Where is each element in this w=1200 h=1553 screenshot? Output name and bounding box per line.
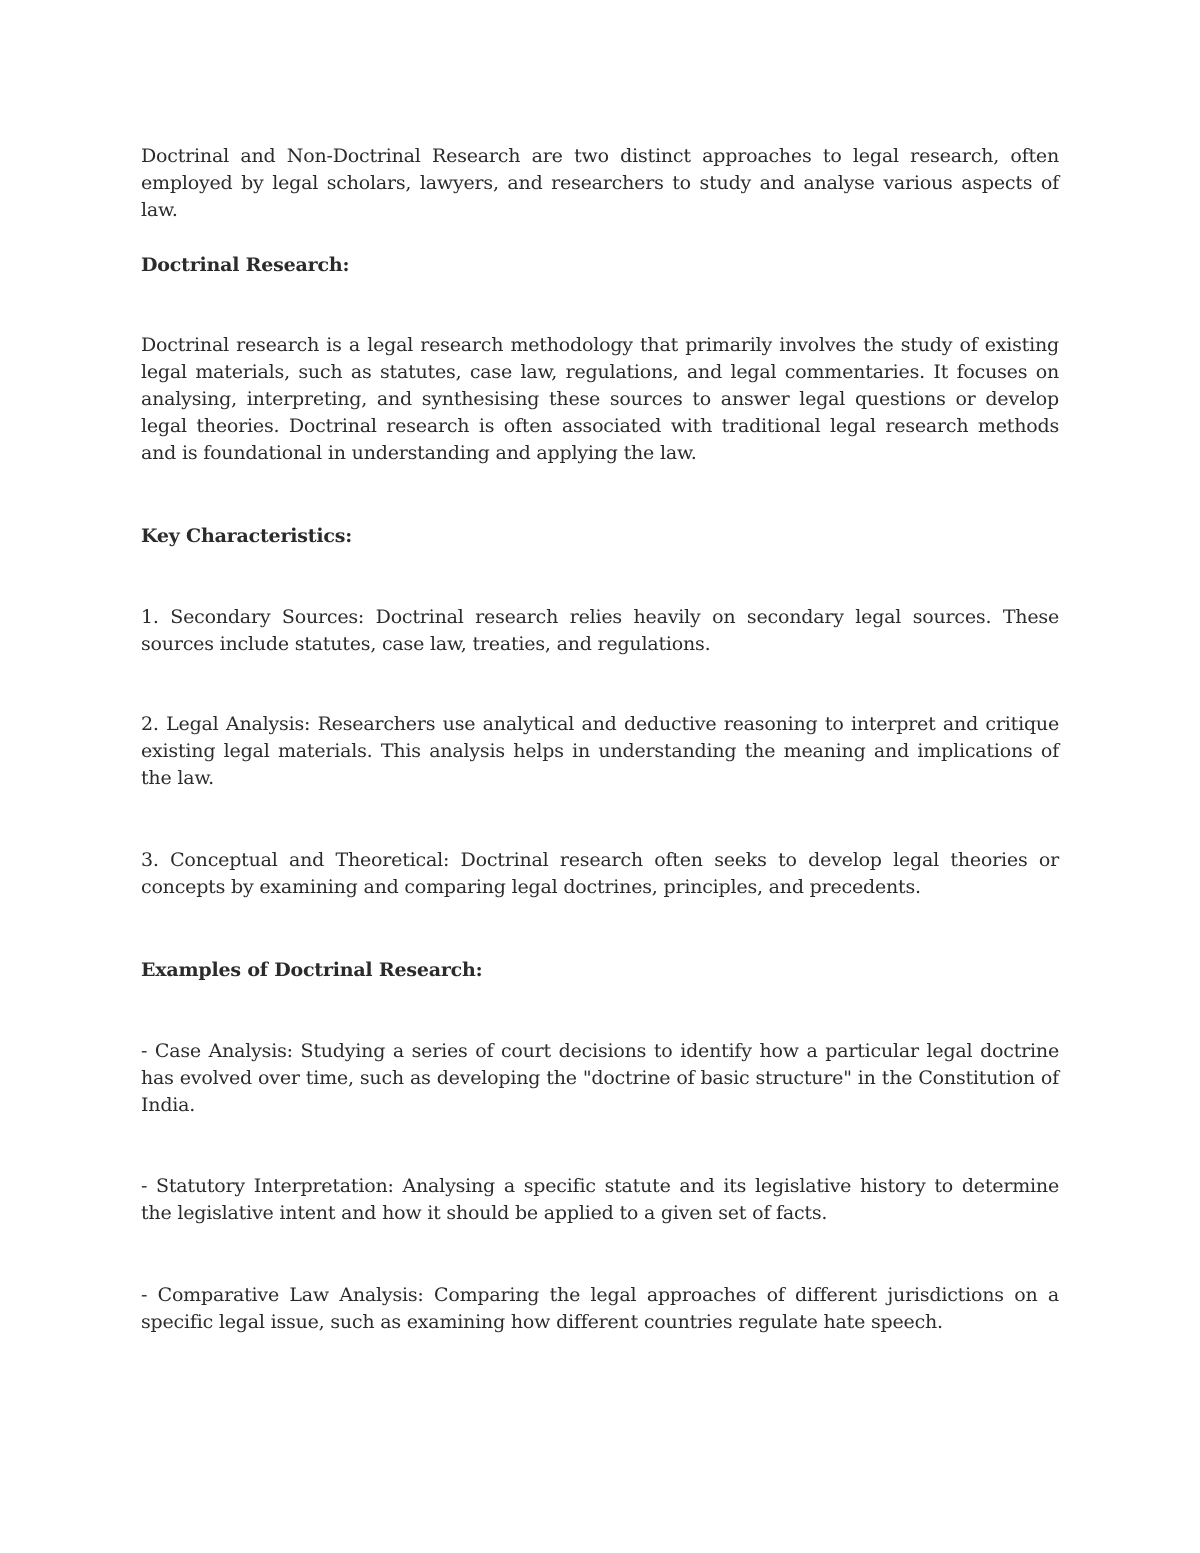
example-item: - Comparative Law Analysis: Comparing the legal approaches of different jurisdictions on a specific legal issue, such as examining how different countries regulate hate speech. <box>141 1284 1059 1333</box>
example-item: - Case Analysis: Studying a series of court decisions to identify how a particular legal doctrine has evolved over time, such as developing the "doctrine of basic structure" in the Constitution of India. <box>141 1040 1059 1116</box>
characteristic-item: 3. Conceptual and Theoretical: Doctrinal research often seeks to develop legal theories or concepts by examining and comparing legal doctrines, principles, and precedents. <box>141 849 1059 898</box>
doctrinal-research-heading: Doctrinal Research: <box>141 254 350 276</box>
doctrinal-research-paragraph: Doctrinal research is a legal research methodology that primarily involves the study of existing legal materials, such as statutes, case law, regulations, and legal commentaries. It focuses on analysing, interpreting, and synthesising these sources to answer legal questions or develop legal theories. Doctrinal research is often associated with traditional legal research methods and is foundational in understanding and applying the law. <box>141 334 1059 464</box>
intro-paragraph: Doctrinal and Non-Doctrinal Research are two distinct approaches to legal research, often employed by legal scholars, lawyers, and researchers to study and analyse various aspects of law. <box>141 145 1059 221</box>
key-characteristics-heading: Key Characteristics: <box>141 525 353 547</box>
example-item: - Statutory Interpretation: Analysing a specific statute and its legislative history to determine the legislative intent and how it should be applied to a given set of facts. <box>141 1175 1059 1224</box>
characteristic-item: 2. Legal Analysis: Researchers use analytical and deductive reasoning to interpret and critique existing legal materials. This analysis helps in understanding the meaning and implications of the law. <box>141 713 1059 789</box>
examples-heading: Examples of Doctrinal Research: <box>141 959 483 981</box>
characteristic-item: 1. Secondary Sources: Doctrinal research relies heavily on secondary legal sources. These sources include statutes, case law, treaties, and regulations. <box>141 606 1059 655</box>
